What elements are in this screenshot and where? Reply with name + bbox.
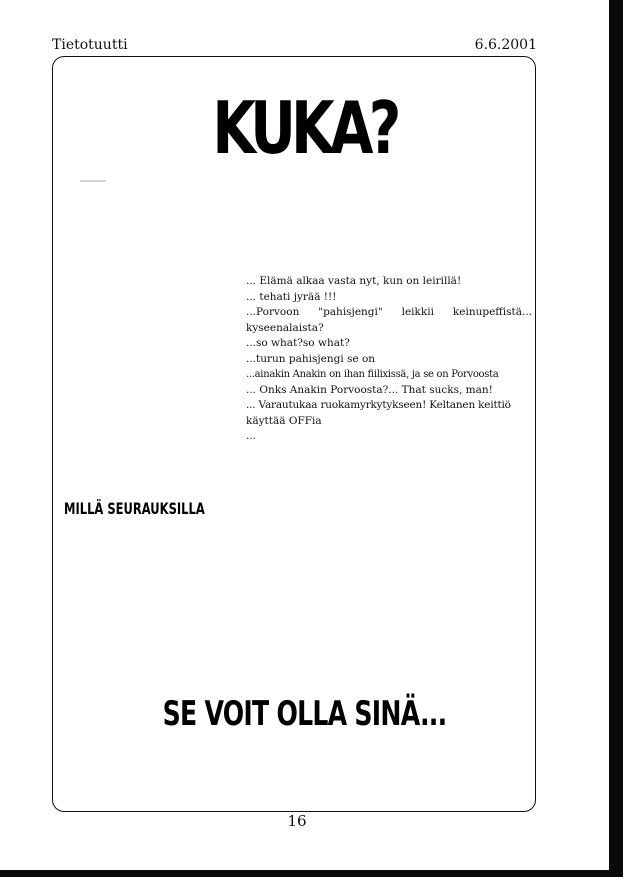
print-smudge: [80, 180, 106, 182]
body-line: käyttää OFFia: [246, 414, 322, 427]
subheading: MILLÄ SEURAUKSILLA: [64, 499, 205, 518]
page-number: 16: [287, 812, 307, 830]
tagline: SE VOIT OLLA SINÄ...: [162, 694, 447, 734]
body-line: ...: [246, 430, 257, 442]
issue-date: 6.6.2001: [474, 37, 537, 53]
body-text: [246, 274, 532, 445]
body-line: ...so what?so what?: [246, 337, 350, 349]
publication-name: Tietotuutti: [52, 37, 128, 53]
body-line: ...turun pahisjengi se on: [246, 352, 376, 365]
body-line: ...ainakin Anakin on ihan fiilixissä, ja se on Porvoosta: [246, 369, 499, 380]
body-line: ...Porvoon "pahisjengi" leikkii keinupeffistä...: [246, 306, 532, 318]
body-line: kyseenalaista?: [246, 321, 324, 334]
body-line: ... tehati jyrää !!!: [246, 290, 337, 303]
body-line: ... Elämä alkaa vasta nyt, kun on leirillä!: [246, 275, 462, 287]
body-line: ... Onks Anakin Porvoosta?... That sucks, man!: [246, 383, 493, 396]
headline: KUKA?: [212, 86, 397, 170]
body-line: ... Varautukaa ruokamyrkytykseen! Keltanen keittiö: [246, 399, 511, 411]
